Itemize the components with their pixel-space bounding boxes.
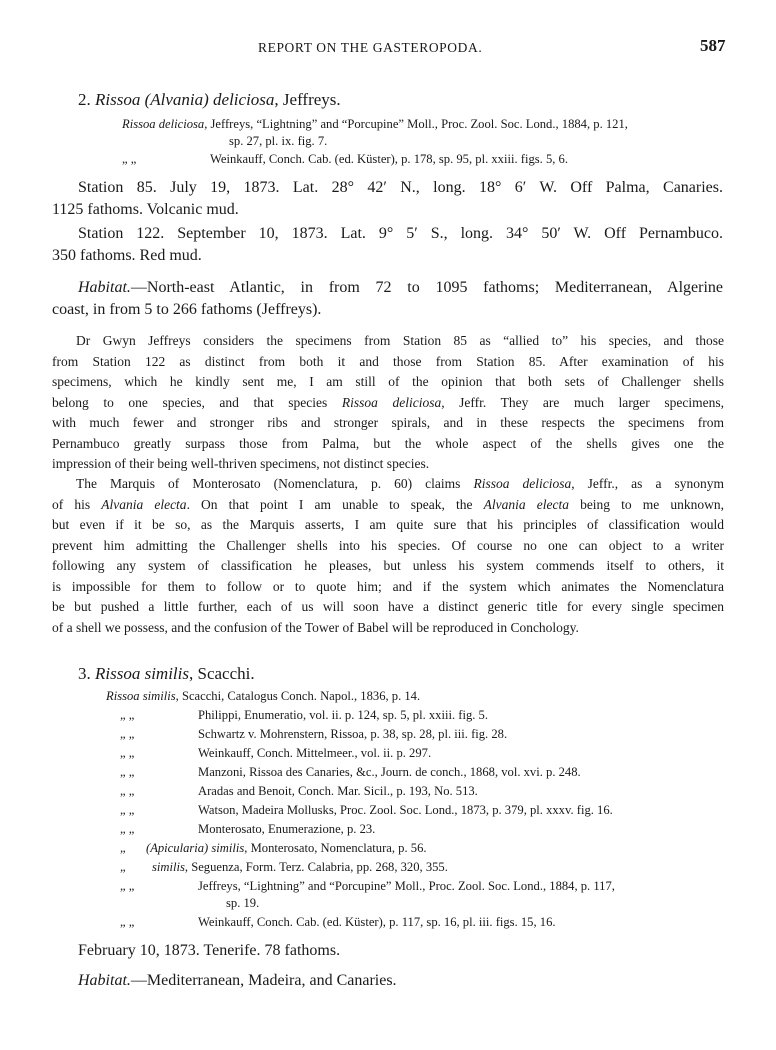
synonym-line: „ „ Philippi, Enumeratio, vol. ii. p. 124, sp. 5, pl. xxiii. fig. 5.: [120, 708, 489, 722]
synonym-line: „ similis, Seguenza, Form. Terz. Calabria, pp. 268, 320, 355.: [120, 860, 448, 874]
discussion-paragraph-1: Dr Gwyn Jeffreys considers the specimens from Station 85 as “allied to” his species, and those from Station 122 as distinct from both it and those from Station 85. After examination of his specimens, which he kindly sent me, I am still of the opinion that both sets of Challenger shells belong to one species, and that species Rissoa deliciosa, Jeffr. They are much larger specimens, with much fewer and stronger ribs and stronger spirals, and in these respects the specimens from Pernambuco greatly surpass those from Palma, but the whole aspect of the shells gives one the impression of their being well-thriven specimens, not distinct species.: [52, 333, 724, 471]
habitat-line: Habitat.—Mediterranean, Madeira, and Canaries.: [78, 972, 397, 989]
synonym-line: „ „ Aradas and Benoit, Conch. Mar. Sicil., p. 193, No. 513.: [120, 784, 478, 798]
running-title: REPORT ON THE GASTEROPODA.: [258, 40, 483, 55]
species-2-number: 2.: [78, 90, 91, 109]
synonym-line: „ „ Watson, Madeira Mollusks, Proc. Zool. Soc. Lond., 1873, p. 379, pl. xxxv. fig. 16.: [120, 803, 613, 817]
synonym-line: Rissoa similis, Scacchi, Catalogus Conch. Napol., 1836, p. 14.: [106, 689, 421, 703]
habitat-label: Habitat.: [78, 972, 131, 989]
synonym-continuation: sp. 19.: [226, 896, 260, 910]
page-number: 587: [700, 36, 726, 55]
station-122-line: Station 122. September 10, 1873. Lat. 9° 5′ S., long. 34° 50′ W. Off Pernambuco.: [78, 225, 723, 242]
synonym-line: „ „ Manzoni, Rissoa des Canaries, &c., Journ. de conch., 1868, vol. xvi. p. 248.: [120, 765, 581, 779]
discussion-paragraph-2: The Marquis of Monterosato (Nomenclatura, p. 60) claims Rissoa deliciosa, Jeffr., as a synonym of his Alvania electa. On that point I am unable to speak, the Alvania electa being to me unknown, but even if it be so, as the Marquis asserts, I am quite sure that his principles of classification would prevent him admitting the Challenger shells into his species. Of course no one can object to a writer following any system of classification he pleases, but unless his system commends itself to others, it is impossible for them to follow or to quote him; and if the system which animates the Nomenclatura be but pushed a little further, each of us will soon have a distinct generic title for every single specimen of a shell we possess, and the confusion of the Tower of Babel will be reproduced in Conchology.: [52, 476, 725, 635]
station-122-depth: 350 fathoms. Red mud.: [52, 247, 202, 264]
species-2-heading: [78, 90, 341, 110]
species-2-author: , Jeffreys.: [274, 90, 341, 109]
station-85-depth: 1125 fathoms. Volcanic mud.: [52, 201, 239, 218]
station-85-line: Station 85. July 19, 1873. Lat. 28° 42′ N., long. 18° 6′ W. Off Palma, Canaries.: [78, 179, 723, 196]
synonym-continuation: sp. 27, pl. ix. fig. 7.: [229, 134, 328, 148]
synonym-line: Rissoa deliciosa, Jeffreys, “Lightning” and “Porcupine” Moll., Proc. Zool. Soc. Lond., 1884, p. 121,: [122, 117, 628, 131]
species-2-name: Rissoa (Alvania) deliciosa: [95, 90, 275, 109]
species-3-number: 3.: [78, 664, 91, 683]
synonym-line: „ „ Monterosato, Enumerazione, p. 23.: [120, 822, 376, 836]
synonym-line: „ „ Schwartz v. Mohrenstern, Rissoa, p. 38, sp. 28, pl. iii. fig. 28.: [120, 727, 508, 741]
habitat-label: Habitat.: [78, 279, 131, 296]
synonym-line: „ (Apicularia) similis, Monterosato, Nomenclatura, p. 56.: [120, 841, 427, 855]
species-3-heading: [78, 664, 255, 684]
habitat-line: Habitat.—North-east Atlantic, in from 72 to 1095 fathoms; Mediterranean, Algerine: [78, 279, 723, 296]
synonym-line: „ „ Jeffreys, “Lightning” and “Porcupine” Moll., Proc. Zool. Soc. Lond., 1884, p. 117,: [120, 879, 615, 893]
synonym-line: „ „ Weinkauff, Conch. Cab. (ed. Küster), p. 178, sp. 95, pl. xxiii. figs. 5, 6.: [122, 152, 568, 166]
synonym-line: „ „ Weinkauff, Conch. Mittelmeer., vol. ii. p. 297.: [120, 746, 432, 760]
station-tenerife: February 10, 1873. Tenerife. 78 fathoms.: [78, 942, 341, 959]
species-3-author: , Scacchi.: [189, 664, 255, 683]
synonym-line: „ „ Weinkauff, Conch. Cab. (ed. Küster), p. 117, sp. 16, pl. iii. figs. 15, 16.: [120, 915, 556, 929]
habitat-line-2: coast, in from 5 to 266 fathoms (Jeffreys).: [52, 301, 322, 318]
species-3-name: Rissoa similis: [95, 664, 189, 683]
